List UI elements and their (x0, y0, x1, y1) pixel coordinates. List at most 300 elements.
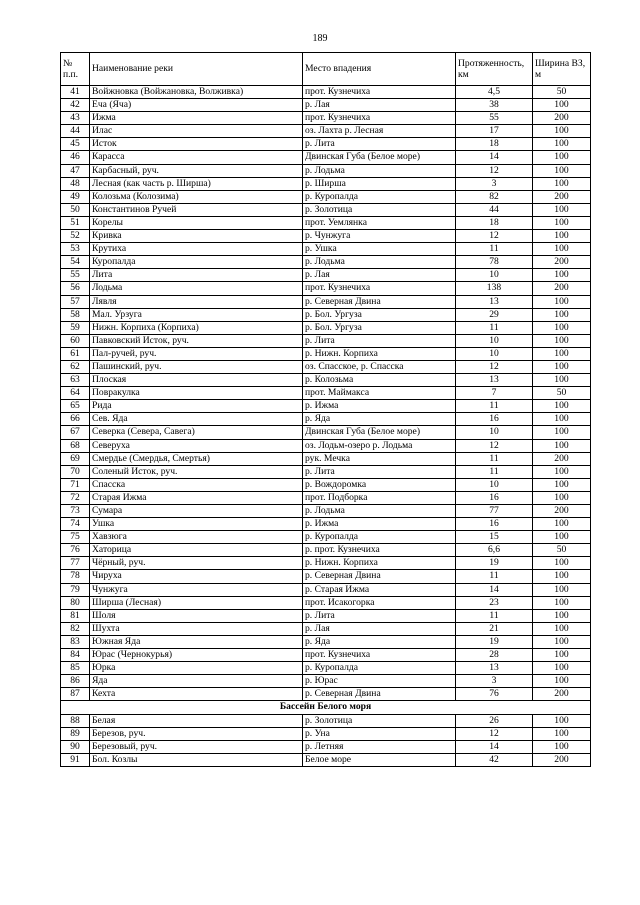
river-length: 18 (456, 138, 533, 151)
protection-zone-width: 100 (533, 230, 591, 243)
protection-zone-width: 200 (533, 753, 591, 766)
river-length: 10 (456, 334, 533, 347)
river-name: Юрка (90, 662, 303, 675)
row-number: 48 (61, 177, 90, 190)
river-length: 13 (456, 662, 533, 675)
confluence-place: р. Нижн. Корпиха (303, 557, 456, 570)
confluence-place: оз. Лодьм-озеро р. Лодьма (303, 439, 456, 452)
protection-zone-width: 100 (533, 531, 591, 544)
table-row (61, 269, 591, 282)
table-row (61, 518, 591, 531)
table-row (61, 727, 591, 740)
river-length: 23 (456, 596, 533, 609)
confluence-place: р. прот. Кузнечиха (303, 544, 456, 557)
river-name: Еча (Яча) (90, 99, 303, 112)
river-name: Чунжуга (90, 583, 303, 596)
table-row (61, 557, 591, 570)
table-row (61, 256, 591, 269)
table-row (61, 531, 591, 544)
river-length: 12 (456, 439, 533, 452)
river-name: Лодьма (90, 282, 303, 295)
river-name: Лесная (как часть р. Ширша) (90, 177, 303, 190)
table-row (61, 321, 591, 334)
row-number: 77 (61, 557, 90, 570)
protection-zone-width: 100 (533, 269, 591, 282)
table-row (61, 609, 591, 622)
protection-zone-width: 100 (533, 243, 591, 256)
protection-zone-width: 100 (533, 609, 591, 622)
confluence-place: прот. Кузнечиха (303, 112, 456, 125)
table-row (61, 190, 591, 203)
row-number: 44 (61, 125, 90, 138)
confluence-place: рук. Мечка (303, 452, 456, 465)
table-row (61, 164, 591, 177)
row-number: 42 (61, 99, 90, 112)
rivers-table (60, 52, 591, 767)
row-number: 50 (61, 203, 90, 216)
river-length: 11 (456, 465, 533, 478)
confluence-place: р. Бол. Ургуза (303, 308, 456, 321)
confluence-place: р. Куропалда (303, 531, 456, 544)
protection-zone-width: 100 (533, 557, 591, 570)
table-row (61, 649, 591, 662)
table-row (61, 360, 591, 373)
row-number: 88 (61, 714, 90, 727)
table-row (61, 400, 591, 413)
confluence-place: Белое море (303, 753, 456, 766)
river-name: Рида (90, 400, 303, 413)
row-number: 65 (61, 400, 90, 413)
row-number: 69 (61, 452, 90, 465)
river-name: Ушка (90, 518, 303, 531)
river-name: Чируха (90, 570, 303, 583)
protection-zone-width: 100 (533, 151, 591, 164)
river-name: Смердье (Смердья, Смертья) (90, 452, 303, 465)
row-number: 47 (61, 164, 90, 177)
river-name: Павковский Исток, руч. (90, 334, 303, 347)
protection-zone-width: 100 (533, 675, 591, 688)
river-length: 44 (456, 203, 533, 216)
river-name: Сев. Яда (90, 413, 303, 426)
header-length: Протяженность, км (456, 53, 533, 86)
river-name: Войжновка (Войжановка, Волживка) (90, 86, 303, 99)
river-length: 26 (456, 714, 533, 727)
confluence-place: прот. Кузнечиха (303, 649, 456, 662)
table-row (61, 203, 591, 216)
river-length: 55 (456, 112, 533, 125)
confluence-place: р. Северная Двина (303, 688, 456, 701)
river-name: Лита (90, 269, 303, 282)
row-number: 73 (61, 505, 90, 518)
protection-zone-width: 100 (533, 583, 591, 596)
confluence-place: р. Колозьма (303, 374, 456, 387)
river-name: Пал-ручей, руч. (90, 347, 303, 360)
table-row (61, 374, 591, 387)
river-length: 7 (456, 387, 533, 400)
river-name: Крутиха (90, 243, 303, 256)
header-place: Место впадения (303, 53, 456, 86)
river-name: Кехта (90, 688, 303, 701)
river-length: 19 (456, 635, 533, 648)
river-length: 10 (456, 426, 533, 439)
river-length: 19 (456, 557, 533, 570)
river-length: 16 (456, 518, 533, 531)
confluence-place: оз. Лахта р. Лесная (303, 125, 456, 138)
section-row (61, 701, 591, 714)
confluence-place: р. Нижн. Корпиха (303, 347, 456, 360)
confluence-place: Двинская Губа (Белое море) (303, 426, 456, 439)
row-number: 84 (61, 649, 90, 662)
river-name: Карбасный, руч. (90, 164, 303, 177)
row-number: 43 (61, 112, 90, 125)
row-number: 82 (61, 622, 90, 635)
protection-zone-width: 200 (533, 112, 591, 125)
confluence-place: прот. Маймакса (303, 387, 456, 400)
confluence-place: р. Лита (303, 609, 456, 622)
river-name: Хаторица (90, 544, 303, 557)
protection-zone-width: 50 (533, 387, 591, 400)
row-number: 90 (61, 740, 90, 753)
row-number: 58 (61, 308, 90, 321)
river-length: 11 (456, 400, 533, 413)
row-number: 81 (61, 609, 90, 622)
confluence-place: р. Лодьма (303, 256, 456, 269)
river-length: 10 (456, 478, 533, 491)
river-length: 17 (456, 125, 533, 138)
table-row (61, 740, 591, 753)
table-row (61, 714, 591, 727)
river-name: Илас (90, 125, 303, 138)
table-row (61, 544, 591, 557)
river-length: 11 (456, 570, 533, 583)
river-name: Шухта (90, 622, 303, 635)
row-number: 62 (61, 360, 90, 373)
table-row (61, 662, 591, 675)
table-row (61, 308, 591, 321)
river-name: Константинов Ручей (90, 203, 303, 216)
protection-zone-width: 100 (533, 714, 591, 727)
river-name: Северка (Севера, Савега) (90, 426, 303, 439)
row-number: 60 (61, 334, 90, 347)
row-number: 46 (61, 151, 90, 164)
confluence-place: р. Яда (303, 413, 456, 426)
table-row (61, 282, 591, 295)
confluence-place: р. Лита (303, 334, 456, 347)
protection-zone-width: 100 (533, 465, 591, 478)
header-num: № п.п. (61, 53, 90, 86)
river-name: Юрас (Чернокурья) (90, 649, 303, 662)
protection-zone-width: 50 (533, 86, 591, 99)
protection-zone-width: 200 (533, 688, 591, 701)
river-length: 78 (456, 256, 533, 269)
river-length: 12 (456, 727, 533, 740)
confluence-place: р. Уна (303, 727, 456, 740)
row-number: 55 (61, 269, 90, 282)
confluence-place: р. Вождоромка (303, 478, 456, 491)
row-number: 63 (61, 374, 90, 387)
row-number: 76 (61, 544, 90, 557)
page-number: 189 (312, 33, 328, 44)
row-number: 45 (61, 138, 90, 151)
protection-zone-width: 100 (533, 321, 591, 334)
row-number: 57 (61, 295, 90, 308)
river-length: 4,5 (456, 86, 533, 99)
river-length: 10 (456, 269, 533, 282)
river-length: 16 (456, 413, 533, 426)
table-row (61, 622, 591, 635)
river-name: Березовый, руч. (90, 740, 303, 753)
river-name: Старая Ижма (90, 491, 303, 504)
protection-zone-width: 100 (533, 347, 591, 360)
table-row (61, 86, 591, 99)
protection-zone-width: 100 (533, 164, 591, 177)
table-row (61, 570, 591, 583)
confluence-place: р. Северная Двина (303, 570, 456, 583)
protection-zone-width: 100 (533, 596, 591, 609)
river-length: 12 (456, 360, 533, 373)
header-width: Ширина ВЗ, м (533, 53, 591, 86)
row-number: 85 (61, 662, 90, 675)
river-name: Ижма (90, 112, 303, 125)
confluence-place: р. Лодьма (303, 164, 456, 177)
river-name: Спасска (90, 478, 303, 491)
row-number: 89 (61, 727, 90, 740)
protection-zone-width: 100 (533, 216, 591, 229)
row-number: 66 (61, 413, 90, 426)
confluence-place: Двинская Губа (Белое море) (303, 151, 456, 164)
protection-zone-width: 100 (533, 295, 591, 308)
river-name: Бол. Козлы (90, 753, 303, 766)
table-row (61, 505, 591, 518)
river-name: Повракулка (90, 387, 303, 400)
river-length: 3 (456, 177, 533, 190)
table-row (61, 465, 591, 478)
river-name: Мал. Урзуга (90, 308, 303, 321)
row-number: 71 (61, 478, 90, 491)
protection-zone-width: 100 (533, 413, 591, 426)
confluence-place: р. Золотица (303, 203, 456, 216)
confluence-place: р. Бол. Ургуза (303, 321, 456, 334)
protection-zone-width: 100 (533, 125, 591, 138)
river-length: 38 (456, 99, 533, 112)
river-length: 10 (456, 347, 533, 360)
row-number: 87 (61, 688, 90, 701)
row-number: 64 (61, 387, 90, 400)
river-length: 12 (456, 164, 533, 177)
confluence-place: р. Яда (303, 635, 456, 648)
table-row (61, 688, 591, 701)
river-length: 11 (456, 452, 533, 465)
river-length: 11 (456, 321, 533, 334)
section-title: Бассейн Белого моря (61, 701, 591, 714)
confluence-place: прот. Исакогорка (303, 596, 456, 609)
table-row (61, 596, 591, 609)
river-length: 77 (456, 505, 533, 518)
river-length: 29 (456, 308, 533, 321)
protection-zone-width: 200 (533, 282, 591, 295)
river-name: Шоля (90, 609, 303, 622)
river-length: 16 (456, 491, 533, 504)
river-length: 82 (456, 190, 533, 203)
river-name: Белая (90, 714, 303, 727)
table-row (61, 230, 591, 243)
confluence-place: р. Лодьма (303, 505, 456, 518)
protection-zone-width: 100 (533, 334, 591, 347)
table-row (61, 413, 591, 426)
table-row (61, 753, 591, 766)
row-number: 59 (61, 321, 90, 334)
protection-zone-width: 50 (533, 544, 591, 557)
row-number: 52 (61, 230, 90, 243)
confluence-place: р. Летняя (303, 740, 456, 753)
table-row (61, 177, 591, 190)
river-length: 11 (456, 609, 533, 622)
river-name: Чёрный, руч. (90, 557, 303, 570)
confluence-place: р. Лая (303, 622, 456, 635)
river-length: 42 (456, 753, 533, 766)
table-row (61, 243, 591, 256)
protection-zone-width: 100 (533, 99, 591, 112)
row-number: 83 (61, 635, 90, 648)
row-number: 56 (61, 282, 90, 295)
river-length: 21 (456, 622, 533, 635)
river-name: Лявля (90, 295, 303, 308)
protection-zone-width: 100 (533, 138, 591, 151)
protection-zone-width: 100 (533, 400, 591, 413)
protection-zone-width: 100 (533, 662, 591, 675)
confluence-place: р. Старая Ижма (303, 583, 456, 596)
row-number: 75 (61, 531, 90, 544)
row-number: 68 (61, 439, 90, 452)
protection-zone-width: 100 (533, 478, 591, 491)
river-length: 12 (456, 230, 533, 243)
protection-zone-width: 100 (533, 360, 591, 373)
row-number: 79 (61, 583, 90, 596)
confluence-place: р. Лая (303, 99, 456, 112)
protection-zone-width: 100 (533, 518, 591, 531)
header-name: Наименование реки (90, 53, 303, 86)
river-name: Колозьма (Колозима) (90, 190, 303, 203)
river-length: 14 (456, 151, 533, 164)
river-length: 28 (456, 649, 533, 662)
row-number: 86 (61, 675, 90, 688)
protection-zone-width: 100 (533, 308, 591, 321)
protection-zone-width: 100 (533, 635, 591, 648)
protection-zone-width: 100 (533, 622, 591, 635)
confluence-place: р. Чунжуга (303, 230, 456, 243)
table-row (61, 426, 591, 439)
confluence-place: р. Лита (303, 138, 456, 151)
row-number: 72 (61, 491, 90, 504)
river-length: 138 (456, 282, 533, 295)
river-name: Пашинский, руч. (90, 360, 303, 373)
river-name: Корелы (90, 216, 303, 229)
river-name: Хавзюга (90, 531, 303, 544)
row-number: 70 (61, 465, 90, 478)
protection-zone-width: 200 (533, 505, 591, 518)
river-length: 18 (456, 216, 533, 229)
protection-zone-width: 100 (533, 203, 591, 216)
river-name: Северуха (90, 439, 303, 452)
confluence-place: р. Ширша (303, 177, 456, 190)
river-length: 14 (456, 583, 533, 596)
protection-zone-width: 200 (533, 190, 591, 203)
table-row (61, 583, 591, 596)
protection-zone-width: 100 (533, 374, 591, 387)
river-name: Соленый Исток, руч. (90, 465, 303, 478)
river-length: 76 (456, 688, 533, 701)
table-header-row (61, 53, 591, 86)
confluence-place: прот. Кузнечиха (303, 86, 456, 99)
table-row (61, 216, 591, 229)
river-length: 11 (456, 243, 533, 256)
river-name: Карасса (90, 151, 303, 164)
protection-zone-width: 100 (533, 439, 591, 452)
river-name: Сумара (90, 505, 303, 518)
protection-zone-width: 100 (533, 740, 591, 753)
confluence-place: р. Ижма (303, 400, 456, 413)
table-row (61, 347, 591, 360)
row-number: 80 (61, 596, 90, 609)
row-number: 54 (61, 256, 90, 269)
river-name: Кривка (90, 230, 303, 243)
river-name: Плоская (90, 374, 303, 387)
table-row (61, 295, 591, 308)
protection-zone-width: 200 (533, 256, 591, 269)
river-name: Березов, руч. (90, 727, 303, 740)
table-row (61, 635, 591, 648)
protection-zone-width: 200 (533, 452, 591, 465)
river-name: Ширша (Лесная) (90, 596, 303, 609)
river-name: Куропалда (90, 256, 303, 269)
river-name: Нижн. Корпиха (Корпиха) (90, 321, 303, 334)
confluence-place: р. Юрас (303, 675, 456, 688)
confluence-place: р. Куропалда (303, 190, 456, 203)
row-number: 41 (61, 86, 90, 99)
table-row (61, 334, 591, 347)
confluence-place: прот. Кузнечиха (303, 282, 456, 295)
confluence-place: р. Северная Двина (303, 295, 456, 308)
table-row (61, 675, 591, 688)
river-length: 13 (456, 374, 533, 387)
table-row (61, 125, 591, 138)
protection-zone-width: 100 (533, 649, 591, 662)
row-number: 67 (61, 426, 90, 439)
confluence-place: р. Лита (303, 465, 456, 478)
table-row (61, 151, 591, 164)
table-row (61, 439, 591, 452)
protection-zone-width: 100 (533, 570, 591, 583)
protection-zone-width: 100 (533, 491, 591, 504)
row-number: 51 (61, 216, 90, 229)
confluence-place: оз. Спасское, р. Спасска (303, 360, 456, 373)
river-length: 15 (456, 531, 533, 544)
row-number: 61 (61, 347, 90, 360)
confluence-place: прот. Уемлянка (303, 216, 456, 229)
table-row (61, 99, 591, 112)
confluence-place: р. Золотица (303, 714, 456, 727)
protection-zone-width: 100 (533, 426, 591, 439)
table-row (61, 478, 591, 491)
protection-zone-width: 100 (533, 727, 591, 740)
river-name: Южная Яда (90, 635, 303, 648)
confluence-place: прот. Подборка (303, 491, 456, 504)
river-length: 14 (456, 740, 533, 753)
confluence-place: р. Лая (303, 269, 456, 282)
river-name: Исток (90, 138, 303, 151)
row-number: 78 (61, 570, 90, 583)
table-row (61, 452, 591, 465)
